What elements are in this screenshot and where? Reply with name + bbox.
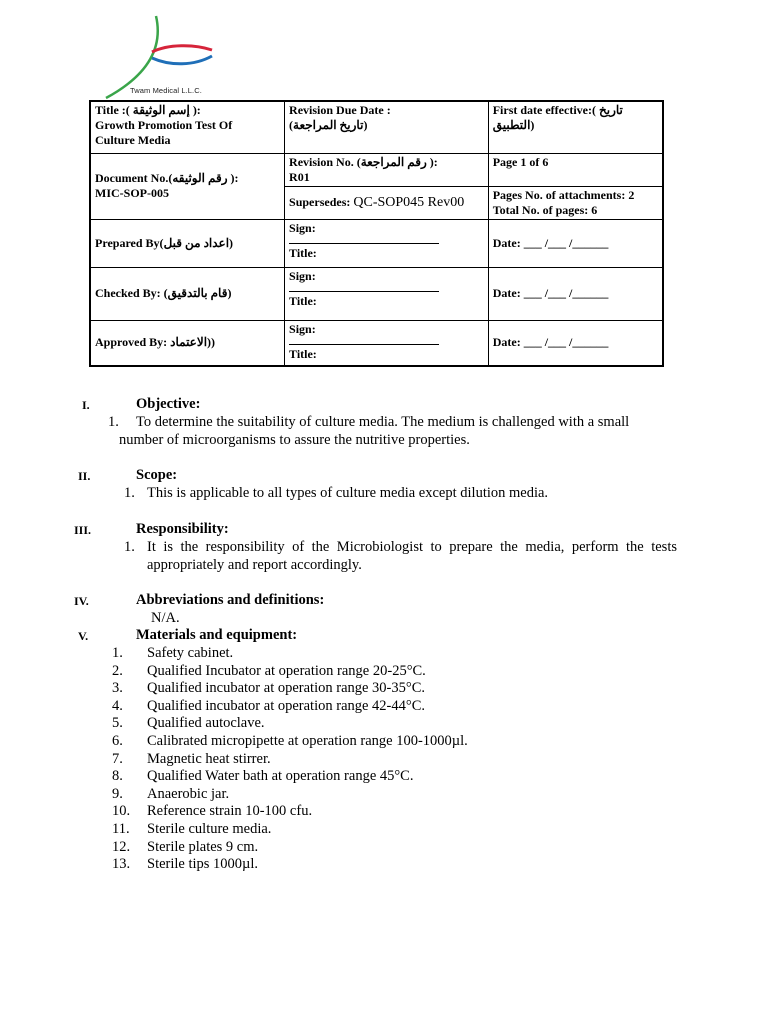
prepared-by-label: Prepared By(اعداد من قبل) [95, 235, 234, 250]
list-number: 1. [108, 414, 119, 430]
approved-by-label: Approved By: الاعتماد)) [95, 335, 216, 350]
section-heading: Objective: [136, 396, 201, 412]
revision-due-cell [285, 101, 489, 153]
list-item: Sterile tips 1000µl. [147, 856, 259, 873]
first-date-arabic: التطبيق) [492, 118, 535, 132]
list-item: Qualified Incubator at operation range 20-25°C. [147, 662, 426, 679]
date-field: Date: ___ /___ /______ [492, 335, 609, 350]
checked-by-cell [90, 267, 285, 320]
first-date-cell [488, 101, 663, 153]
attachments-cell [488, 186, 663, 219]
section-heading: Materials and equipment: [136, 627, 298, 643]
scope-text: This is applicable to all types of culture media except dilution media. [147, 485, 549, 501]
list-number: 1. [124, 539, 135, 555]
list-number: 11. [112, 821, 130, 837]
list-number: 1. [124, 485, 135, 501]
responsibility-text-line1: It is the responsibility of the Microbiologist to prepare the media, perform the tests [147, 539, 677, 555]
list-number: 2. [112, 662, 123, 679]
section-number: III. [74, 523, 92, 537]
prepared-sign-cell [285, 219, 489, 267]
responsibility-text-line2: appropriately and report accordingly. [147, 557, 362, 573]
list-item: Safety cabinet. [147, 645, 234, 661]
sign-label: Sign: [289, 220, 316, 235]
title-field-label: Title: [289, 346, 317, 361]
approved-sign-cell [285, 320, 489, 366]
list-item: Sterile plates 9 cm. [147, 838, 259, 855]
revision-no-cell [285, 153, 489, 186]
list-item: Qualified incubator at operation range 30-35°C. [147, 680, 425, 697]
list-number: 1. [112, 645, 123, 661]
page-number: Page 1 of 6 [492, 154, 549, 169]
total-pages: Total No. of pages: 6 [492, 202, 598, 217]
section-number: V. [78, 629, 89, 643]
checked-by-label: Checked By: (قام بالتدقيق) [95, 286, 232, 300]
list-item: Reference strain 10-100 cfu. [147, 803, 313, 820]
list-number: 5. [112, 715, 123, 732]
attachments-count: Pages No. of attachments: 2 [492, 187, 635, 202]
list-number: 7. [112, 750, 123, 767]
list-item: Calibrated micropipette at operation range 100-1000µl. [147, 733, 468, 749]
list-number: 8. [112, 768, 123, 785]
prepared-by-cell [90, 219, 285, 267]
document-no-cell [90, 153, 285, 219]
approved-date-cell [488, 320, 663, 366]
section-number: IV. [74, 594, 89, 608]
sign-label: Sign: [289, 321, 316, 336]
list-item: Qualified Water bath at operation range 45°C. [147, 768, 414, 785]
revision-no-value: R01 [289, 169, 310, 184]
supersedes-value: QC-SOP045 Rev00 [353, 195, 465, 210]
sign-label: Sign: [289, 268, 316, 283]
signature-line [289, 284, 439, 292]
section-heading: Abbreviations and definitions: [136, 592, 325, 608]
list-number: 12. [112, 838, 131, 855]
date-field: Date: ___ /___ /______ [492, 235, 609, 250]
document-no-value: MIC-SOP-005 [95, 186, 169, 200]
list-item: Magnetic heat stirrer. [147, 750, 271, 767]
signature-line [289, 337, 439, 345]
abbreviations-text: N/A. [151, 610, 180, 626]
checked-date-cell [488, 267, 663, 320]
section-heading: Responsibility: [136, 521, 229, 537]
revision-no-label: Revision No. (رقم المراجعة ): [289, 154, 438, 169]
list-number: 4. [112, 697, 123, 714]
title-field-label: Title: [289, 293, 317, 308]
list-number: 9. [112, 785, 123, 802]
list-number: 3. [112, 680, 123, 697]
section-number: II. [78, 469, 91, 483]
company-name: Twam Medical L.L.C. [130, 86, 202, 95]
title-cell [90, 101, 285, 153]
objective-text-line1: To determine the suitability of culture media. The medium is challenged with a small [136, 414, 630, 430]
objective-text-line2: number of microorganisms to assure the nutritive properties. [119, 432, 470, 448]
list-number: 13. [112, 856, 131, 873]
title-label: Title :( إسم الوثيقة ): [95, 103, 201, 117]
checked-sign-cell [285, 267, 489, 320]
revision-due-arabic: (تاريخ المراجعة) [289, 118, 368, 132]
document-no-label: Document No.(رقم الوثيقه ): [95, 171, 239, 185]
first-date-label: First date effective:( تاريخ [492, 103, 623, 117]
prepared-date-cell [488, 219, 663, 267]
section-number: I. [82, 398, 90, 412]
list-number: 10. [112, 803, 131, 820]
approved-by-cell [90, 320, 285, 366]
signature-line [289, 236, 439, 244]
title-value-line1: Growth Promotion Test Of [95, 118, 233, 132]
list-item: Sterile culture media. [147, 821, 272, 837]
title-value-line2: Culture Media [95, 133, 171, 147]
page-cell [488, 153, 663, 186]
title-field-label: Title: [289, 245, 317, 260]
section-heading: Scope: [136, 467, 178, 483]
list-number: 6. [112, 733, 123, 749]
list-item: Qualified autoclave. [147, 715, 265, 732]
document-header-table [89, 100, 664, 367]
list-item: Anaerobic jar. [147, 785, 230, 802]
date-field: Date: ___ /___ /______ [492, 286, 609, 300]
revision-due-label: Revision Due Date : [289, 103, 391, 117]
list-item: Qualified incubator at operation range 42-44°C. [147, 697, 425, 714]
supersedes-cell [285, 186, 489, 219]
supersedes-label: Supersedes: [289, 195, 351, 209]
